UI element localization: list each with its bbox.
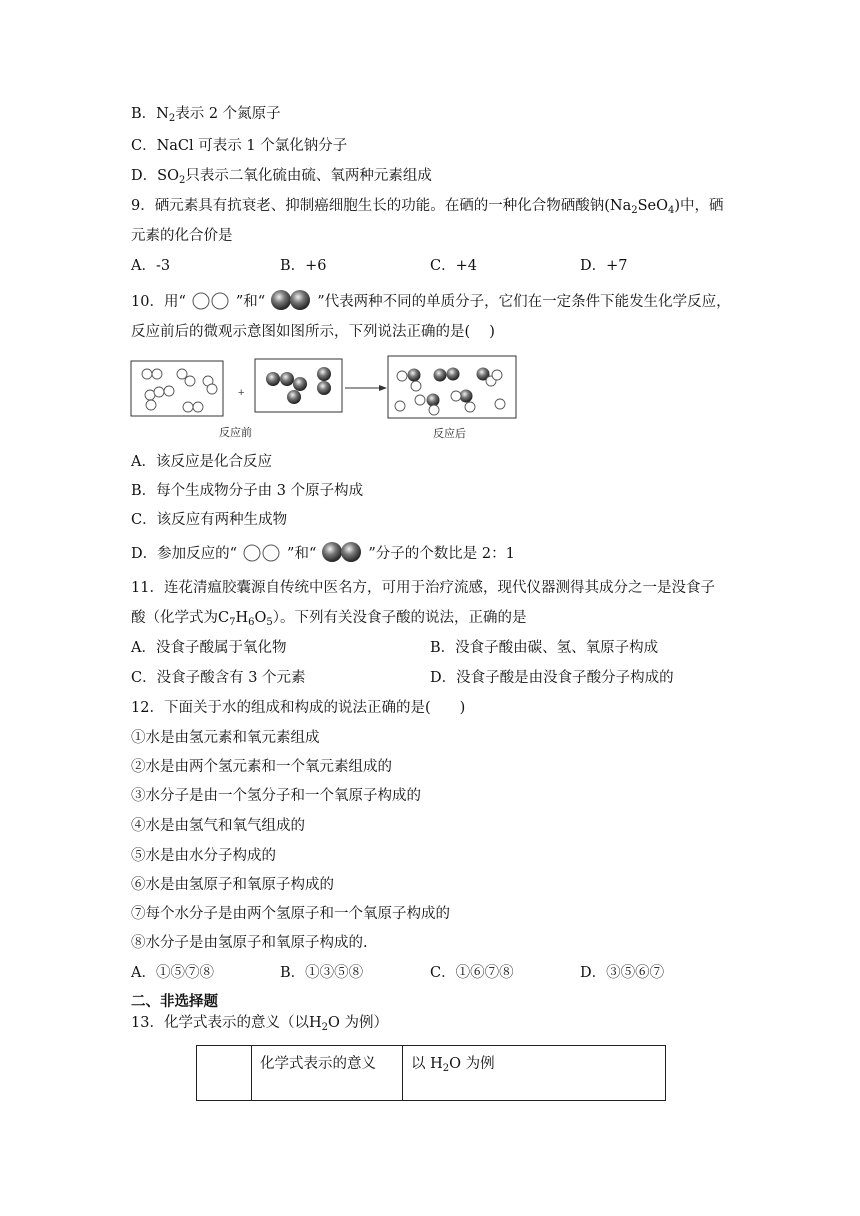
q12-option-b: B．①③⑤⑧ [280, 965, 364, 981]
table-cell-blank [197, 1046, 252, 1101]
q10-option-b: B．每个生成物分子由 3 个原子构成 [131, 483, 364, 499]
q13-table [196, 1045, 666, 1101]
q11-option-d: D．没食子酸是由没食子酸分子构成的 [430, 670, 674, 686]
q9-option-b: B．+6 [280, 258, 327, 274]
white-molecule-icon [240, 543, 284, 563]
q9-option-d: D．+7 [580, 258, 628, 274]
label-after: 反应后 [433, 427, 466, 440]
q10-option-c: C．该反应有两种生成物 [131, 512, 288, 528]
q12-option-c: C．①⑥⑦⑧ [430, 965, 514, 981]
q11-option-b: B．没食子酸由碳、氢、氧原子构成 [430, 640, 659, 656]
q9-option-a: A．-3 [131, 258, 171, 274]
q13-stem: 13．化学式表示的意义（以$H_2O$ 为例） [131, 1015, 388, 1033]
q11-stem-line2: 酸（化学式为$C_7H_6O_5$）。下列有关没食子酸的说法，正确的是 [131, 610, 527, 628]
dark-molecule-icon [319, 541, 365, 563]
q11-stem-line1: 11．连花清瘟胶囊源自传统中医名方，可用于治疗流感，现代仪器测得其成分之一是没食子 [131, 580, 715, 596]
q9-option-c: C．+4 [430, 258, 477, 274]
table-header-example: 以 $H_2O$ 为例 [403, 1046, 666, 1101]
after-box [388, 356, 516, 418]
q9-stem-line1: 9．硒元素具有抗衰老、抑制癌细胞生长的功能。在硒的一种化合物硒酸钠$(Na_2SeO_4)$中，硒 [131, 198, 724, 216]
table-row [197, 1046, 666, 1101]
q11-option-c: C．没食子酸含有 3 个元素 [131, 670, 306, 686]
q10-stem-line1: 10．用“ ”和“ ”代表两种不同的单质分子，它们在一定条件下能发生化学反应， [131, 289, 731, 312]
q8-option-d: D．$SO_2$只表示二氧化硫由硫、氧两种元素组成 [131, 168, 432, 186]
q12-option-d: D．③⑤⑥⑦ [580, 965, 665, 981]
q10-stem-line2: 反应前后的微观示意图如图所示，下列说法正确的是( ) [131, 324, 495, 340]
label-before: 反应前 [219, 426, 252, 439]
q12-stem: 12．下面关于水的组成和构成的说法正确的是( ) [131, 700, 466, 716]
q8-option-b: B．$N_2$表示 2 个氮原子 [131, 106, 281, 124]
q12-item: ⑦每个水分子是由两个氢原子和一个氧原子构成的 [131, 906, 450, 922]
q9-stem-line2: 元素的化合价是 [131, 228, 233, 244]
plus-sign: + [238, 387, 245, 399]
q10-option-a: A．该反应是化合反应 [131, 454, 272, 470]
reaction-diagram [0, 0, 860, 460]
table-header-meaning: 化学式表示的意义 [252, 1046, 403, 1101]
section-title: 二、非选择题 [131, 994, 218, 1010]
q8-option-c: C．NaCl 可表示 1 个氯化钠分子 [131, 138, 348, 154]
q12-item: ④水是由氢气和氧气组成的 [131, 818, 305, 834]
q12-item: ②水是由两个氢元素和一个氧元素组成的 [131, 759, 392, 775]
q10-option-d: D．参加反应的“ ”和“ ”分子的个数比是 2：1 [131, 541, 515, 564]
q12-item: ①水是由氢元素和氧元素组成 [131, 730, 320, 746]
q11-option-a: A．没食子酸属于氧化物 [131, 640, 287, 656]
q12-item: ⑧水分子是由氢原子和氧原子构成的. [131, 935, 368, 951]
q12-item: ⑤水是由水分子构成的 [131, 848, 276, 864]
q12-option-a: A．①⑤⑦⑧ [131, 965, 214, 981]
q12-item: ③水分子是由一个氢分子和一个氧原子构成的 [131, 788, 421, 804]
q12-item: ⑥水是由氢原子和氧原子构成的 [131, 877, 334, 893]
